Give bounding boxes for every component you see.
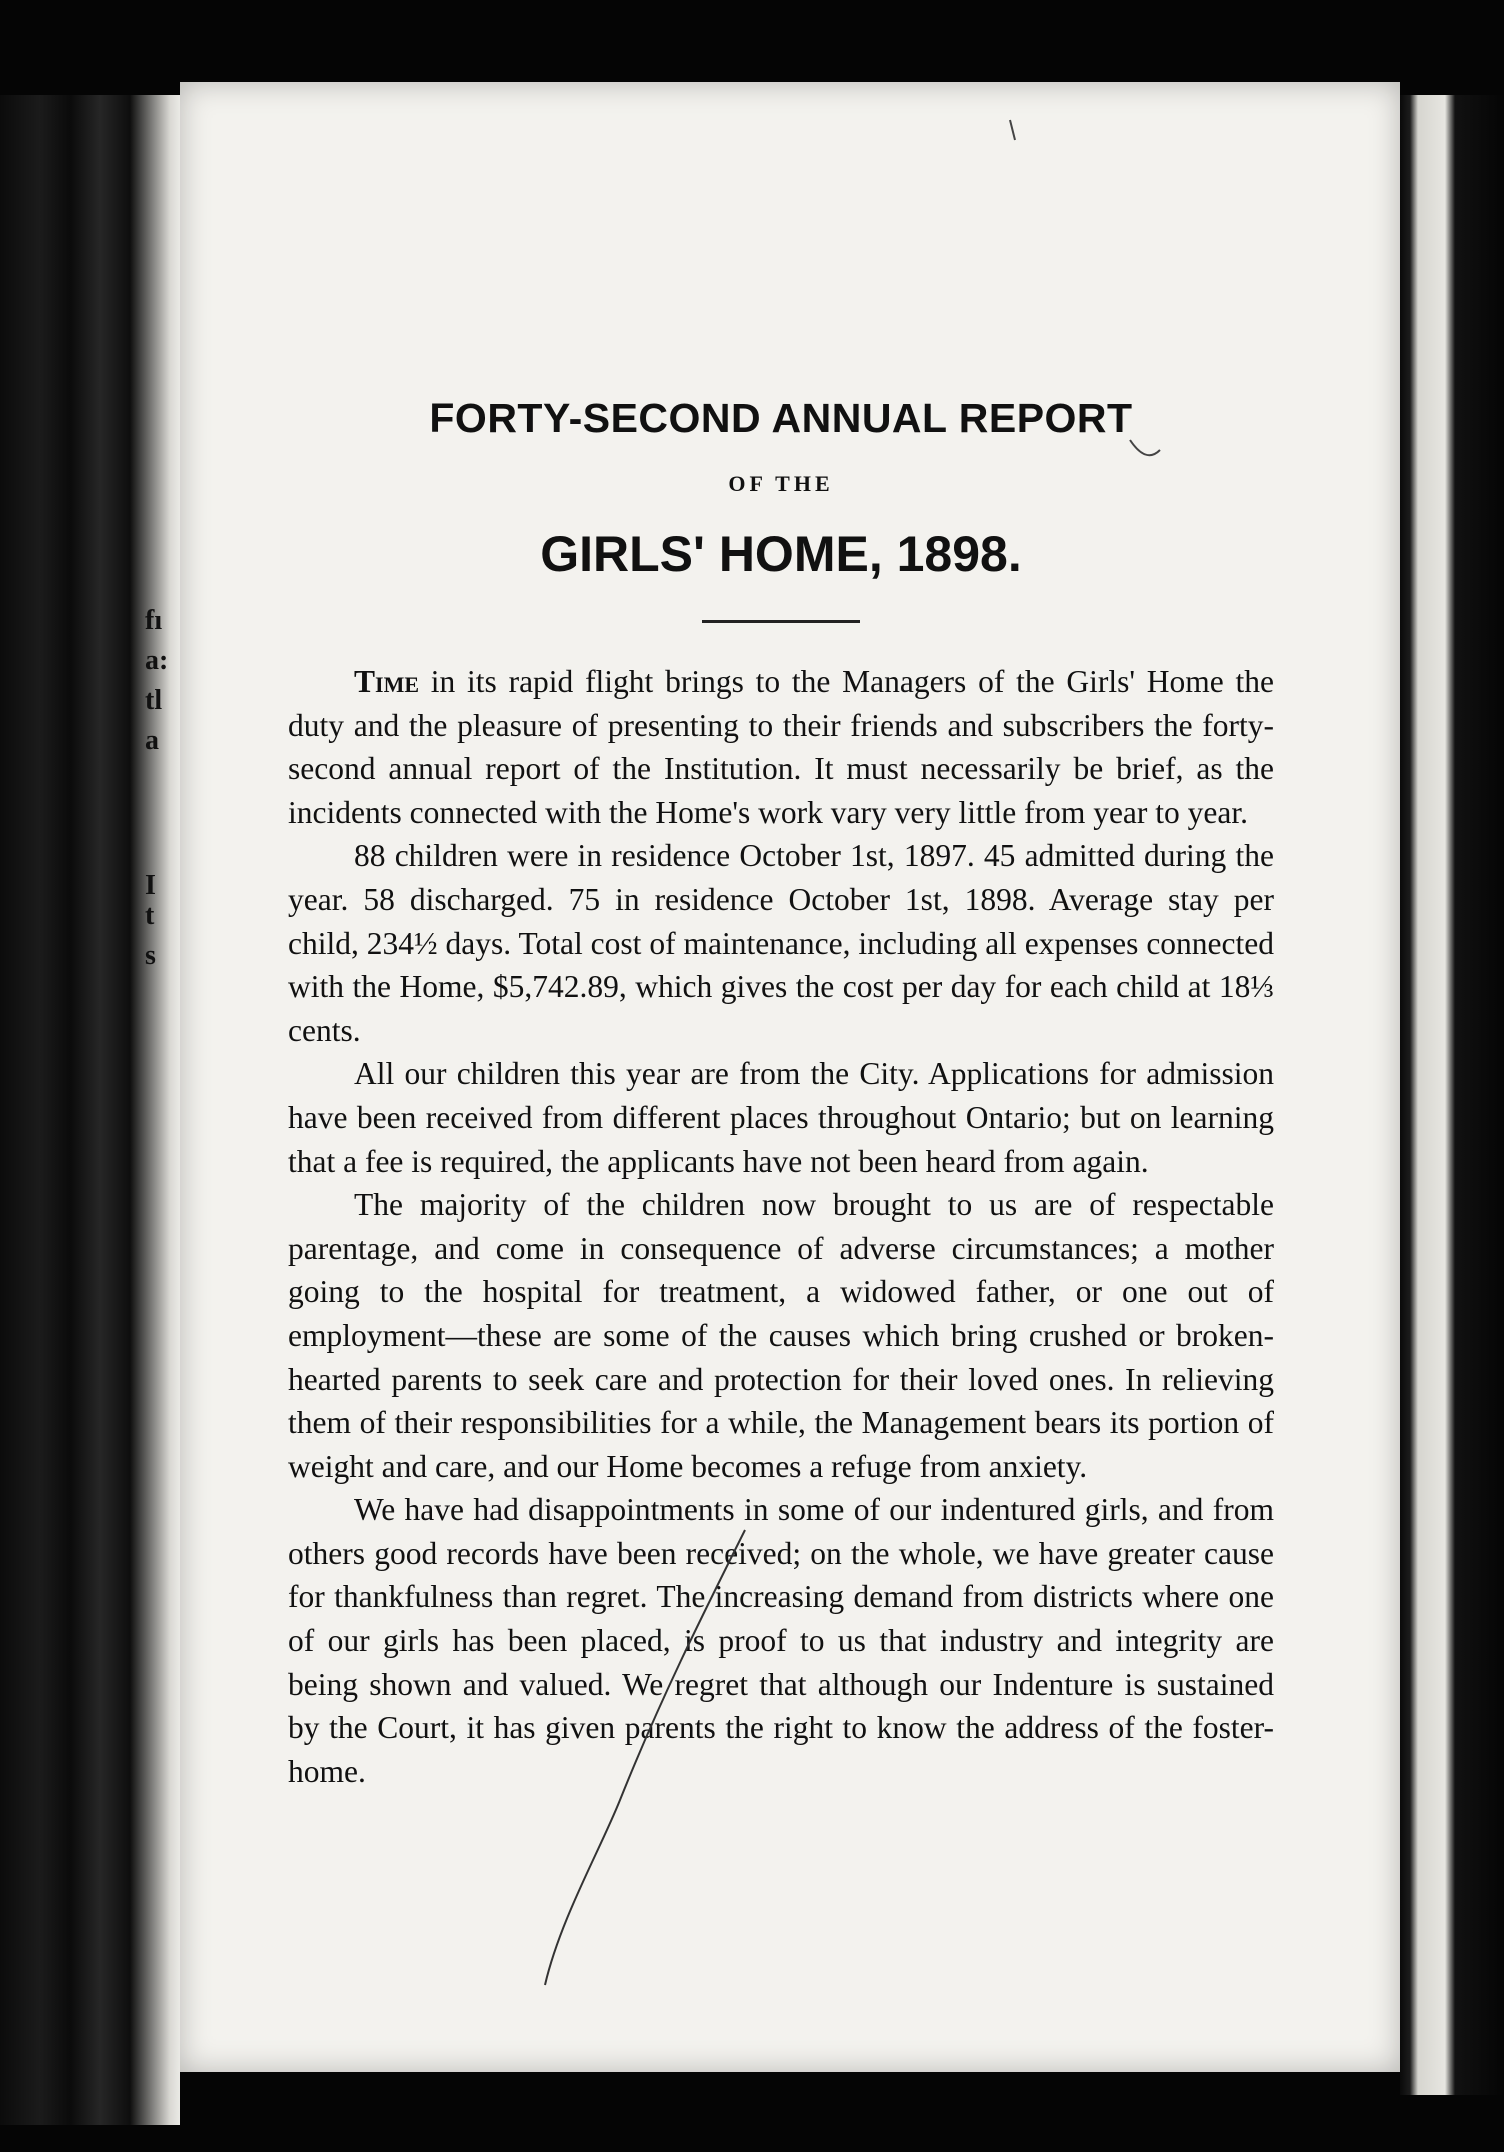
report-title-connector: OF THE [728, 471, 834, 496]
lead-word: Time [354, 664, 420, 699]
title-divider [702, 620, 860, 623]
report-subtitle: GIRLS' HOME, 1898. [540, 526, 1022, 582]
paragraph-2: 88 children were in residence October 1st, 1897. 45 admitted during the year. 58 discharged. 75 in residence October 1st, 1898. Average stay per child, 234½ days. Total cost of maintenance, including all expenses connected with the Home, $5,742.89, which gives the cost per day for each child at 18⅓ cents. [288, 838, 1274, 1048]
book-spine [0, 95, 180, 2125]
report-body [288, 660, 1274, 1793]
page-edge-right [1400, 95, 1504, 2095]
report-title: FORTY-SECOND ANNUAL REPORT [429, 395, 1133, 441]
paragraph-3: All our children this year are from the City. Applications for admission have been received from different places throughout Ontario; but on learning that a fee is required, the applicants have not been heard from again. [288, 1056, 1274, 1179]
paragraph-1: Time in its rapid flight brings to the Managers of the Girls' Home the duty and the pleasure of presenting to their friends and subscribers the forty-second annual report of the Institution. It must necessarily be brief, as the incidents connected with the Home's work vary very little from year to year. [288, 664, 1274, 830]
adjacent-page-fragment: fı a: tl a I t s [145, 605, 169, 971]
paragraph-4: The majority of the children now brought to us are of respectable parentage, and come in consequence of adverse circumstances; a mother going to the hospital for treatment, a widowed father, or one out of employment—these are some of the causes which bring crushed or broken-hearted parents to seek care and protection for their loved ones. In relieving them of their responsibilities for a while, the Management bears its portion of weight and care, and our Home becomes a refuge from anxiety. [288, 1187, 1274, 1484]
paragraph-5: We have had disappointments in some of our indentured girls, and from others good records have been received; on the whole, we have greater cause for thankfulness than regret. The increasing demand from districts where one of our girls has been placed, is proof to us that industry and integrity are being shown and valued. We regret that although our Indenture is sustained by the Court, it has given parents the right to know the address of the foster-home. [288, 1492, 1274, 1789]
